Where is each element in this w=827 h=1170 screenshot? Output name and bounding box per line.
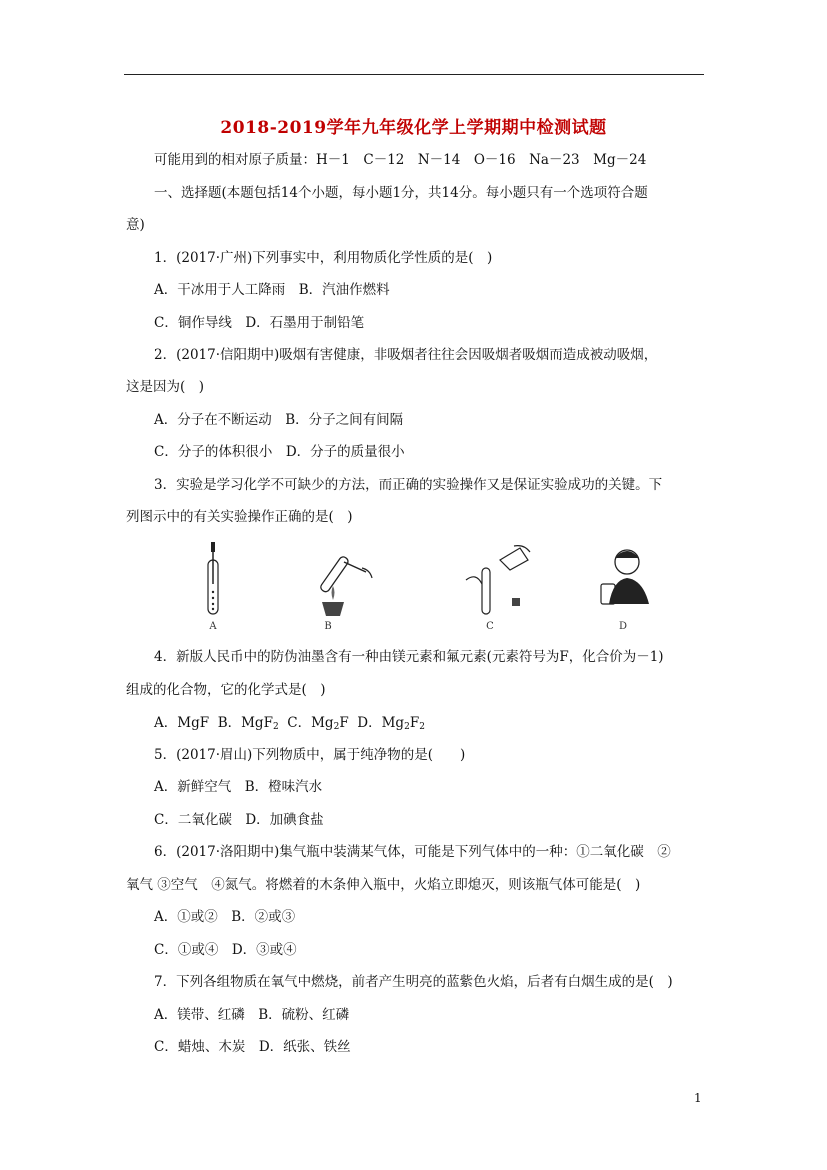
q4-option-a: A．MgF <box>154 715 210 731</box>
q7-stem: 7．下列各组物质在氧气中燃烧，前者产生明亮的蓝紫色火焰，后者有白烟生成的是( ) <box>154 974 673 990</box>
q6-options-cd: C．①或④ D．③或④ <box>154 942 297 958</box>
q6-stem: 6．(2017·洛阳期中)集气瓶中装满某气体，可能是下列气体中的一种：①二氧化碳 ② <box>154 844 671 860</box>
page-number: 1 <box>694 1091 702 1105</box>
figure-a <box>190 540 260 632</box>
figure-d <box>595 540 665 632</box>
q4-stem-cont: 组成的化合物，它的化学式是( ) <box>126 682 326 698</box>
section-heading-cont: 意) <box>126 217 145 233</box>
section-heading: 一、选择题(本题包括14个小题，每小题1分，共14分。每小题只有一个选项符合题 <box>154 185 648 201</box>
q4-option-c: C．$Mg_2F$ <box>287 715 349 732</box>
q7-options-ab: A．镁带、红磷 B．硫粉、红磷 <box>154 1007 350 1023</box>
q2-stem: 2．(2017·信阳期中)吸烟有害健康，非吸烟者往往会因吸烟者吸烟而造成被动吸烟， <box>154 347 658 363</box>
q4-stem: 4．新版人民币中的防伪油墨含有一种由镁元素和氟元素(元素符号为F，化合价为－1) <box>154 649 664 665</box>
figure-c <box>460 540 540 632</box>
dropper-test-tube-icon <box>190 540 260 620</box>
q4-option-b: B．MgF$_2$ <box>217 715 279 732</box>
figure-b <box>300 540 380 632</box>
q3-stem-cont: 列图示中的有关实验操作正确的是( ) <box>126 509 353 525</box>
figure-a-label: A <box>209 621 217 632</box>
header-rule <box>124 74 704 75</box>
q6-options-ab: A．①或② B．②或③ <box>154 909 296 925</box>
q5-options-ab: A．新鲜空气 B．橙味汽水 <box>154 779 323 795</box>
figure-b-label: B <box>324 621 332 632</box>
heating-test-tube-icon <box>300 540 380 620</box>
q1-stem: 1．(2017·广州)下列事实中，利用物质化学性质的是( ) <box>154 250 493 266</box>
q7-options-cd: C．蜡烛、木炭 D．纸张、铁丝 <box>154 1039 351 1055</box>
q2-options-cd: C．分子的体积很小 D．分子的质量很小 <box>154 444 405 460</box>
atomic-masses: 可能用到的相对原子质量：H－1 C－12 N－14 O－16 Na－23 Mg－24 <box>154 152 647 168</box>
smelling-gas-icon <box>595 540 665 620</box>
pouring-liquid-icon <box>460 540 540 620</box>
q3-figures <box>190 540 660 632</box>
q2-stem-cont: 这是因为( ) <box>126 379 205 395</box>
q6-stem-cont: 氧气 ③空气 ④氮气。将燃着的木条伸入瓶中，火焰立即熄灭，则该瓶气体可能是( ) <box>126 877 641 893</box>
q3-stem: 3．实验是学习化学不可缺少的方法，而正确的实验操作又是保证实验成功的关键。下 <box>154 477 663 493</box>
figure-c-label: C <box>486 621 494 632</box>
q1-options-cd: C．铜作导线 D．石墨用于制铅笔 <box>154 315 365 331</box>
figure-d-label: D <box>618 621 628 632</box>
q1-options-ab: A．干冰用于人工降雨 B．汽油作燃料 <box>154 282 390 298</box>
q5-stem: 5．(2017·眉山)下列物质中，属于纯净物的是( ) <box>154 747 466 763</box>
q4-option-d: D．$Mg_2F_2$ <box>357 715 425 732</box>
q5-options-cd: C．二氧化碳 D．加碘食盐 <box>154 812 324 828</box>
page-title: 2018-2019学年九年级化学上学期期中检测试题 <box>220 118 607 138</box>
q2-options-ab: A．分子在不断运动 B．分子之间有间隔 <box>154 412 404 428</box>
q4-options <box>154 714 425 736</box>
